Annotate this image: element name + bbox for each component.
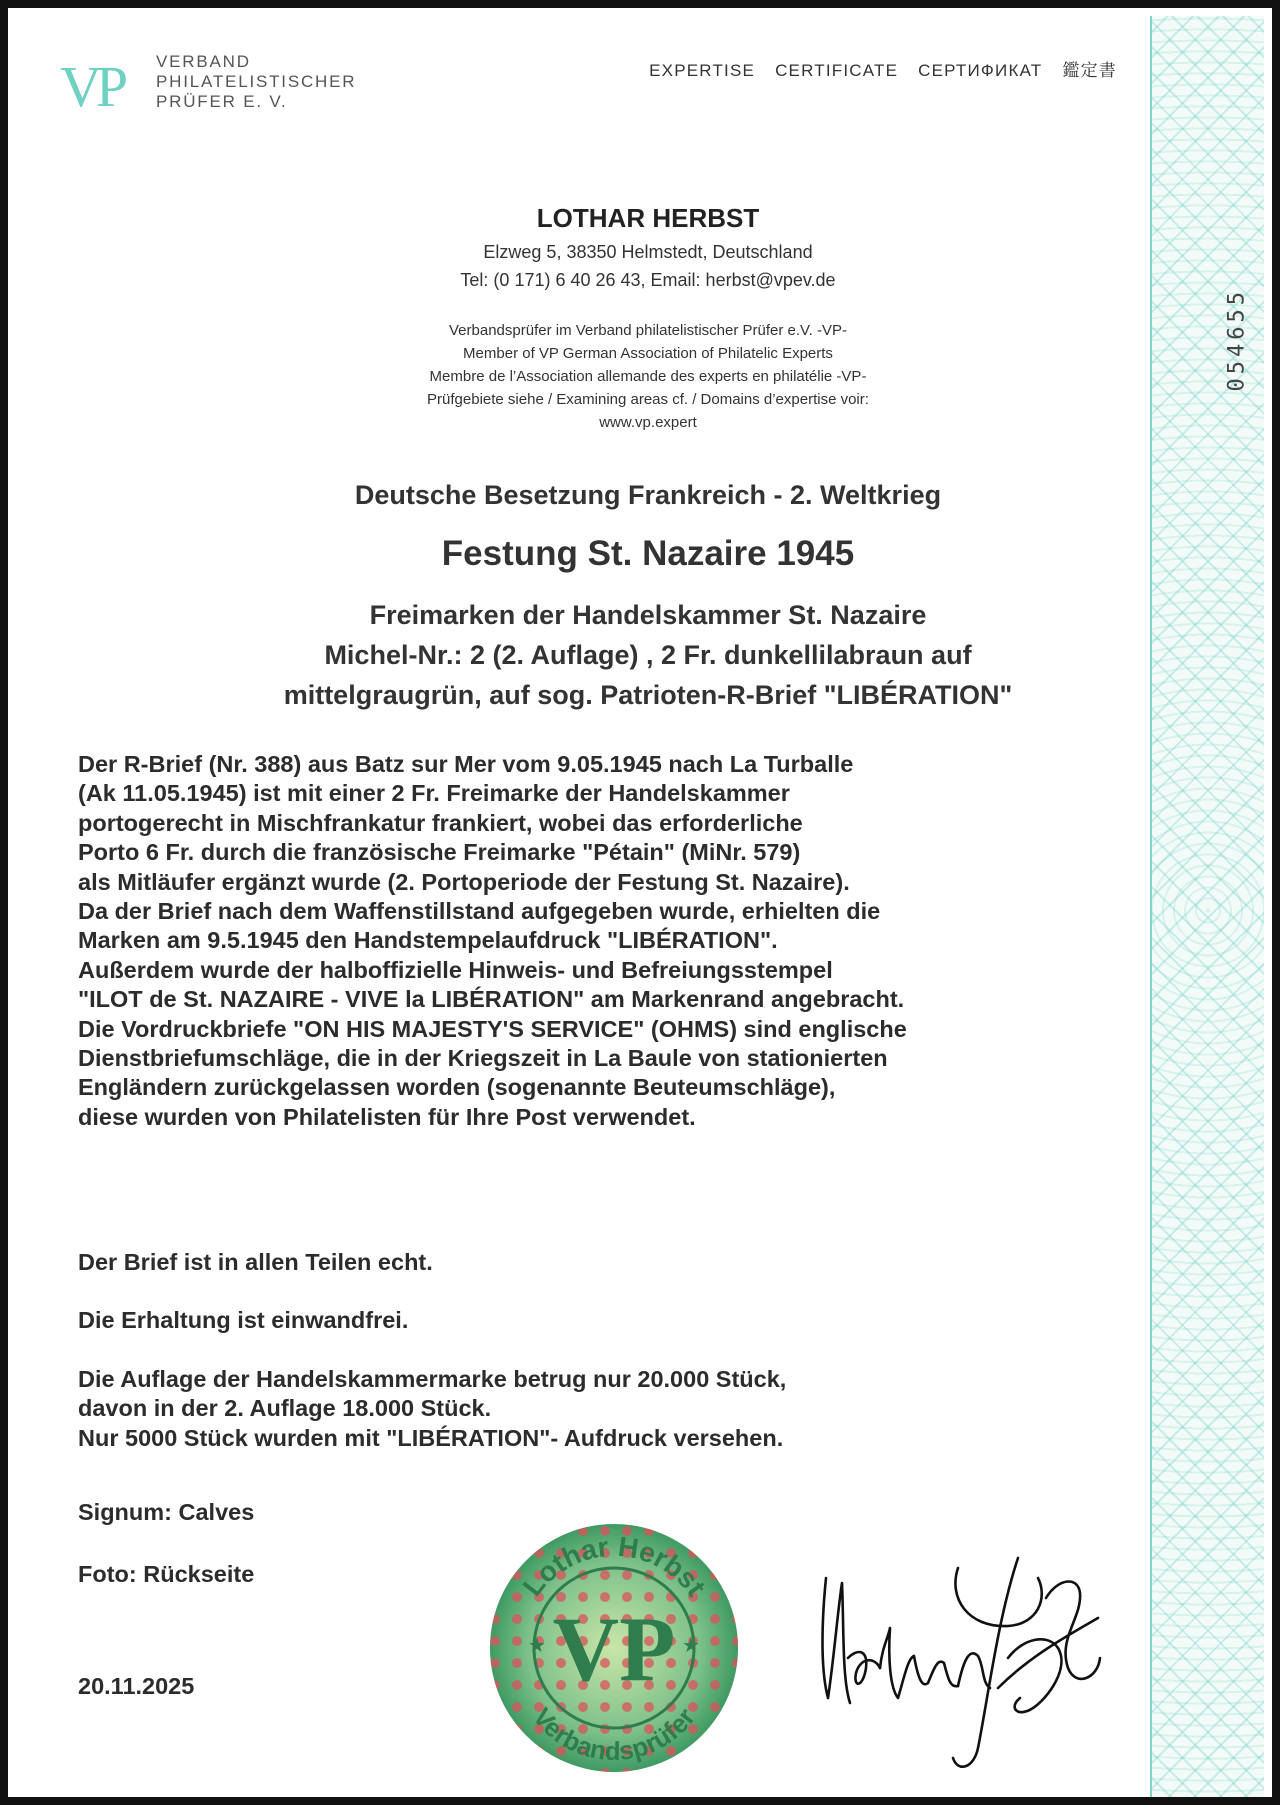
edition-line: Die Auflage der Handelskammermarke betrug nur 20.000 Stück, bbox=[78, 1366, 787, 1392]
cert-title: 鑑定書 bbox=[1062, 61, 1117, 80]
org-line: PRÜFER E. V. bbox=[156, 92, 288, 111]
description-line: Da der Brief nach dem Waffenstillstand aufgegeben wurde, erhielten die bbox=[78, 898, 881, 925]
authenticity-statement: Der Brief ist in allen Teilen echt. bbox=[78, 1249, 433, 1275]
expert-address: Elzweg 5, 38350 Helmstedt, Deutschland bbox=[483, 242, 813, 262]
certificate-date: 20.11.2025 bbox=[78, 1673, 195, 1699]
seal-bottom-text: Verbandsprüfer bbox=[527, 1702, 701, 1767]
description-line: Engländern zurückgelassen worden (sogenannte Beuteumschläge), bbox=[78, 1074, 836, 1101]
subtitle-line: Michel-Nr.: 2 (2. Auflage) , 2 Fr. dunkellilabraun auf bbox=[324, 640, 972, 670]
description-line: als Mitläufer ergänzt wurde (2. Portoperiode der Festung St. Nazaire). bbox=[78, 868, 850, 895]
description bbox=[78, 750, 1158, 1132]
membership-line: Member of VP German Association of Philatelic Experts bbox=[463, 345, 833, 362]
svg-text:★: ★ bbox=[682, 1635, 700, 1657]
description-line: "ILOT de St. NAZAIRE - VIVE la LIBÉRATION" am Markenrand angebracht. bbox=[78, 986, 905, 1013]
cert-title: CERTIFICATE bbox=[775, 61, 899, 80]
photo-line: Foto: Rückseite bbox=[78, 1561, 255, 1587]
description-line: Marken am 9.5.1945 den Handstempelaufdruck "LIBÉRATION". bbox=[78, 927, 778, 954]
certificate-titles bbox=[629, 56, 1117, 81]
signature-icon bbox=[808, 1538, 1108, 1778]
expert-name: LOTHAR HERBST bbox=[536, 203, 760, 233]
membership-line: Prüfgebiete siehe / Examining areas cf. / Domains d’expertise voir: bbox=[427, 391, 869, 408]
description-line: (Ak 11.05.1945) ist mit einer 2 Fr. Freimarke der Handelskammer bbox=[78, 780, 790, 807]
serial-number: 054655 bbox=[1224, 288, 1249, 392]
cert-title: EXPERTISE bbox=[649, 61, 756, 80]
org-line: VERBAND bbox=[156, 52, 251, 71]
security-strip bbox=[1150, 16, 1264, 1805]
svg-text:★: ★ bbox=[528, 1635, 546, 1657]
org-line: PHILATELISTISCHER bbox=[156, 72, 357, 91]
area-title: Deutsche Besetzung Frankreich - 2. Weltkrieg bbox=[354, 480, 942, 510]
edition-info bbox=[78, 1365, 1158, 1453]
edition-line: davon in der 2. Auflage 18.000 Stück. bbox=[78, 1395, 492, 1422]
seal-top-text: Lothar Herbst bbox=[516, 1530, 712, 1602]
description-line: Außerdem wurde der halboffizielle Hinweis- und Befreiungsstempel bbox=[78, 956, 833, 983]
description-line: diese wurden von Philatelisten für Ihre Post verwendet. bbox=[78, 1103, 696, 1130]
cert-title: СЕРТИФИКАТ bbox=[918, 61, 1043, 80]
logo-text: VP bbox=[60, 54, 123, 116]
edition-line: Nur 5000 Stück wurden mit "LIBÉRATION"- Aufdruck versehen. bbox=[78, 1424, 784, 1451]
membership-line: Verbandsprüfer im Verband philatelistischer Prüfer e.V. -VP- bbox=[449, 322, 847, 339]
subtitle-line: Freimarken der Handelskammer St. Nazaire bbox=[369, 600, 927, 630]
organization-name bbox=[156, 52, 356, 112]
condition-statement: Die Erhaltung ist einwandfrei. bbox=[78, 1307, 409, 1333]
main-title: Festung St. Nazaire 1945 bbox=[441, 534, 855, 573]
subtitle-line: mittelgraugrün, auf sog. Patrioten-R-Brief "LIBÉRATION" bbox=[283, 680, 1013, 710]
description-line: Dienstbriefumschläge, die in der Kriegszeit in La Baule von stationierten bbox=[78, 1045, 888, 1072]
description-line: Die Vordruckbriefe "ON HIS MAJESTY'S SERVICE" (OHMS) sind englische bbox=[78, 1015, 907, 1042]
description-line: Porto 6 Fr. durch die französische Freimarke "Pétain" (MiNr. 579) bbox=[78, 839, 801, 866]
description-line: Der R-Brief (Nr. 388) aus Batz sur Mer vom 9.05.1945 nach La Turballe bbox=[78, 751, 854, 777]
seal-center-text: VP bbox=[552, 1598, 676, 1700]
description-line: portogerecht in Mischfrankatur frankiert, wobei das erforderliche bbox=[78, 809, 803, 836]
membership-line: Membre de l’Association allemande des experts en philatélie -VP- bbox=[429, 368, 867, 385]
expert-contact: Tel: (0 171) 6 40 26 43, Email: herbst@vpev.de bbox=[460, 270, 836, 290]
vp-logo-icon bbox=[60, 54, 140, 116]
hologram-seal-icon bbox=[484, 1520, 744, 1775]
membership-link: www.vp.expert bbox=[599, 414, 697, 431]
signum-line: Signum: Calves bbox=[78, 1499, 255, 1525]
